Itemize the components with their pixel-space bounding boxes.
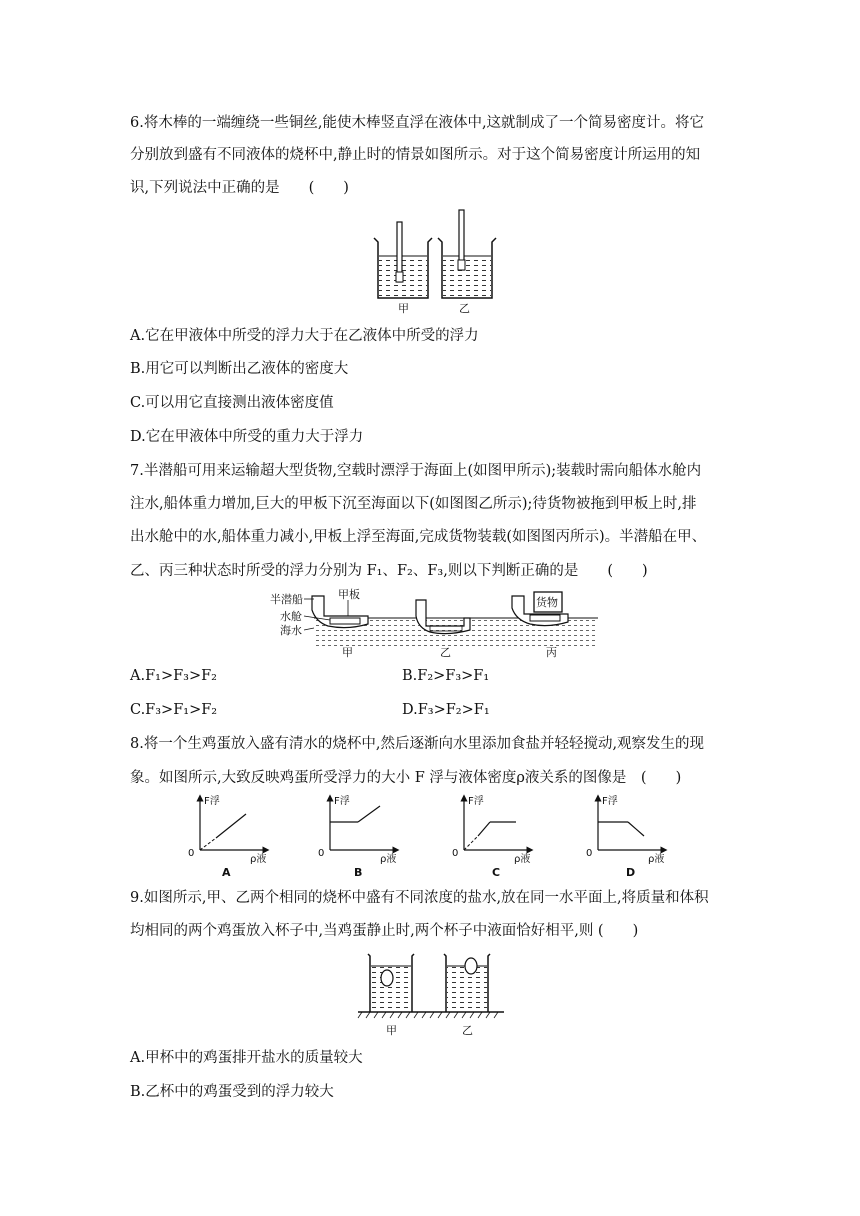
graph-b [318,794,396,879]
graph-a [188,794,266,879]
choice-c: C [492,866,501,879]
egg-a [381,970,393,986]
label-tank: 水舱 [280,610,302,623]
q9-option-b: B.乙杯中的鸡蛋受到的浮力较大 [130,1084,334,1100]
origin-label: 0 [586,848,593,859]
q8-graphs-figure [182,792,682,880]
x-axis-label: ρ液 [648,854,665,865]
label-b: 乙 [462,1024,473,1037]
origin-label: 0 [188,848,195,859]
y-axis-label: F浮 [468,796,484,807]
label-a: 甲 [398,302,409,315]
label-b: 乙 [459,302,470,315]
q9-option-a: A.甲杯中的鸡蛋排开盐水的质量较大 [130,1050,363,1066]
q7-option-b: B.F₂>F₃>F₁ [402,668,490,684]
liquid-b [443,256,491,297]
q7-line-4: 乙、丙三种状态时所受的浮力分别为 F₁、F₂、F₃,则以下判断正确的是 ( ) [130,563,648,579]
q6-density-meter-figure [370,208,500,318]
label-ship: 半潜船 [270,593,303,606]
q6-option-d: D.它在甲液体中所受的重力大于浮力 [130,429,364,445]
label-deck: 甲板 [338,588,360,601]
graph-d [586,794,664,879]
q6-option-b: B.用它可以判断出乙液体的密度大 [130,361,349,377]
q7-line-3: 出水舱中的水,船体重力减小,甲板上浮至海面,完成货物装载(如图图丙所示)。半潜船在甲、 [130,529,707,545]
choice-d: D [626,866,636,879]
egg-b [465,958,477,974]
y-axis-label: F浮 [204,796,220,807]
q6-line-1: 6.将木棒的一端缠绕一些铜丝,能使木棒竖直浮在液体中,这就制成了一个简易密度计。将它 [130,115,705,131]
y-axis-label: F浮 [602,796,618,807]
label-sea: 海水 [280,624,302,637]
q6-option-c: C.可以用它直接测出液体密度值 [130,395,334,411]
y-axis-label: F浮 [334,796,350,807]
label-cargo: 货物 [536,596,558,609]
q7-option-d: D.F₃>F₂>F₁ [402,702,490,718]
choice-a: A [222,866,231,879]
label-b: 乙 [440,646,451,659]
q8-line-2: 象。如图所示,大致反映鸡蛋所受浮力的大小 F 浮与液体密度ρ液关系的图像是 ( ) [130,770,682,786]
q8-line-1: 8.将一个生鸡蛋放入盛有清水的烧杯中,然后逐渐向水里添加食盐并轻轻搅动,观察发生的现 [130,736,705,752]
q7-semi-submersible-figure [268,588,598,660]
q7-line-2: 注水,船体重力增加,巨大的甲板下沉至海面以下(如图图乙所示);待货物被拖到甲板上时,排 [130,496,697,512]
x-axis-label: ρ液 [514,854,531,865]
label-a: 甲 [386,1024,397,1037]
graph-c [452,794,530,879]
q6-line-2: 分别放到盛有不同液体的烧杯中,静止时的情景如图所示。对于这个简易密度计所运用的知 [130,147,701,163]
q7-option-c: C.F₃>F₁>F₂ [130,702,218,718]
q7-option-a: A.F₁>F₃>F₂ [130,668,217,684]
label-a: 甲 [342,646,353,659]
q9-egg-beakers-figure [356,950,506,1042]
q6-line-3: 识,下列说法中正确的是 ( ) [130,180,349,196]
label-c: 丙 [546,646,557,659]
q9-line-2: 均相同的两个鸡蛋放入杯子中,当鸡蛋静止时,两个杯子中液面恰好相平,则 ( ) [130,923,639,939]
q6-option-a: A.它在甲液体中所受的浮力大于在乙液体中所受的浮力 [130,328,479,344]
choice-b: B [354,866,363,879]
origin-label: 0 [318,848,325,859]
x-axis-label: ρ液 [380,854,397,865]
q9-line-1: 9.如图所示,甲、乙两个相同的烧杯中盛有不同浓度的盐水,放在同一水平面上,将质量和体积 [130,890,709,906]
q7-line-1: 7.半潜船可用来运输超大型货物,空载时漂浮于海面上(如图甲所示);装载时需向船体水舱内 [130,463,702,479]
x-axis-label: ρ液 [250,854,267,865]
origin-label: 0 [452,848,459,859]
